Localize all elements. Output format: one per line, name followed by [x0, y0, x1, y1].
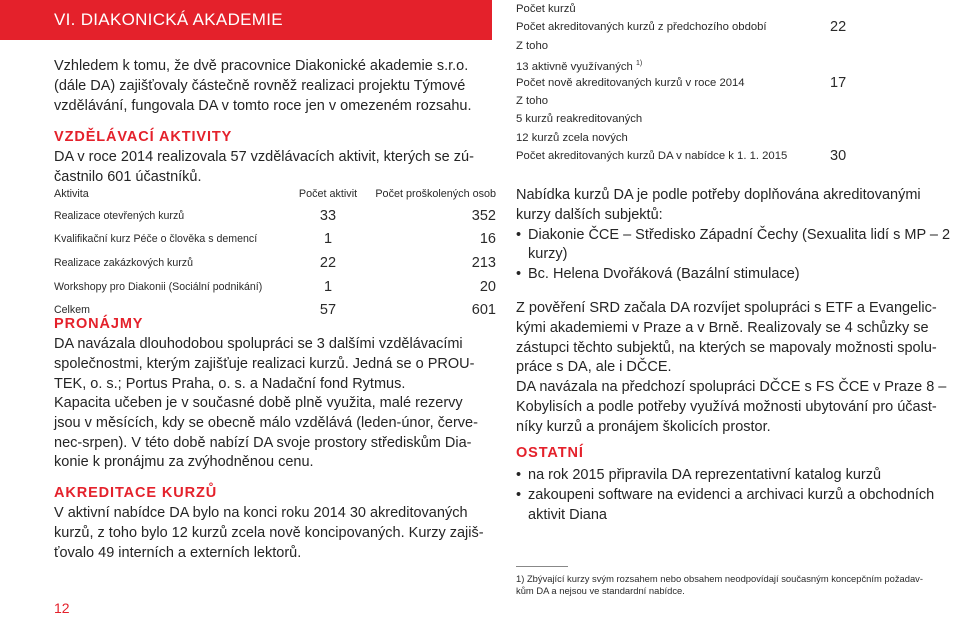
- table-row: [54, 228, 496, 252]
- intro-line: Vzhledem k tomu, že dvě pracovnice Diakonické akademie s.r.o.: [54, 58, 469, 74]
- accreditation-line: kurzů, z toho bylo 12 kurzů zcela nově koncipovaných. Kurzy zajiš-: [54, 524, 484, 541]
- other-section: [516, 466, 956, 525]
- srd-line: zástupci těchto subjektů, na kterých se mapovaly možnosti spolu-: [516, 339, 937, 356]
- srd-line: práce s DA, ale i DČCE.: [516, 359, 672, 376]
- course-box-title: Počet kurzů: [516, 3, 576, 15]
- list-item: • zakoupeni software na evidenci a archivaci kurzů a obchodních aktivit Diana: [516, 486, 956, 526]
- education-line: častnilo 601 účastníků.: [54, 168, 202, 185]
- table-cell: Celkem: [54, 304, 90, 317]
- education-paragraph: [54, 148, 496, 188]
- table-cell: 1: [323, 231, 333, 248]
- footnote-line: 1) Zbývající kurzy svým rozsahem nebo obsahem neodpovídají současným koncepčním požadav-: [516, 573, 923, 584]
- srd-section: [516, 299, 956, 438]
- table-cell: 352: [471, 207, 496, 224]
- offer-section: [516, 186, 956, 285]
- rentals-paragraph-2: [54, 394, 496, 473]
- table-cell: 16: [479, 231, 496, 248]
- accreditation-line: V aktivní nabídce DA bylo na konci roku 2014 30 akreditovaných: [54, 505, 468, 521]
- list-item: • na rok 2015 připravila DA reprezentativní katalog kurzů: [516, 466, 956, 486]
- table-cell: 22: [319, 254, 337, 271]
- course-box-value: 30: [830, 148, 847, 165]
- table-header-cell: Aktivita: [54, 188, 89, 200]
- table-row: [54, 204, 496, 228]
- table-cell: 20: [479, 278, 496, 295]
- srd-line: Kobylisích a podle potřeby využívá možnosti ubytování pro účast-: [516, 398, 937, 415]
- intro-paragraph: [54, 57, 496, 116]
- rentals-line: jsou v měsících, kdy se obecně málo vzdělává (leden-únor, červe-: [54, 414, 478, 431]
- course-box-label: Z toho: [516, 39, 549, 52]
- education-line: DA v roce 2014 realizovala 57 vzdělávacích aktivit, kterých se zú-: [54, 149, 474, 165]
- chapter-title: VI. DIAKONICKÁ AKADEMIE: [54, 10, 283, 29]
- rentals-line: konie k pronájmu za zvýhodněnou cenu.: [54, 454, 314, 471]
- rentals-line: TEK, o. s.; Portus Praha, o. s. a Nadační fond Rytmus.: [54, 375, 406, 392]
- course-box-row: [516, 18, 956, 36]
- section-heading-other: OSTATNÍ: [516, 445, 584, 461]
- list-item: • Bc. Helena Dvořáková (Bazální stimulace): [516, 265, 956, 285]
- intro-line: vzdělávání, fungovala DA v tomto roce jen v omezeném rozsahu.: [54, 97, 472, 114]
- course-box-row: [516, 147, 956, 165]
- offer-intro-line: Nabídka kurzů DA je podle potřeby doplňována akreditovanými: [516, 187, 921, 203]
- section-heading-education: VZDĚLÁVACÍ AKTIVITY: [54, 129, 233, 145]
- table-header-cell: Počet proškolených osob: [375, 188, 496, 200]
- table-cell: Realizace otevřených kurzů: [54, 209, 185, 222]
- srd-line: DA navázala na předchozí spolupráci DČCE s FS ČCE v Praze 8 –: [516, 379, 947, 396]
- table-header-cell: Počet aktivit: [298, 188, 358, 200]
- course-box-value: 17: [830, 74, 847, 91]
- course-box-label: 12 kurzů zcela nových: [516, 131, 628, 144]
- table-cell: 1: [323, 278, 333, 295]
- table-cell: Realizace zakázkových kurzů: [54, 256, 193, 269]
- rentals-line: nec-srpen). V této době nabízí DA svoje prostory střediskům Dia-: [54, 434, 472, 451]
- rentals-line: Kapacita učeben je v současné době plně využita, malé rezervy: [54, 395, 463, 411]
- table-cell: 57: [319, 302, 337, 319]
- course-box-label: 13 aktivně využívaných: [516, 60, 633, 73]
- list-item: • Diakonie ČCE – Středisko Západní Čechy (Sexualita lidí s MP – 2 kurzy): [516, 226, 956, 266]
- section-heading-rentals: PRONÁJMY: [54, 316, 144, 332]
- footnote-marker: 1): [635, 60, 643, 68]
- srd-line: níky kurzů a pronájem školicích prostor.: [516, 418, 771, 435]
- course-box-row: [516, 55, 956, 73]
- rentals-paragraph-1: [54, 335, 496, 394]
- course-box-label: Počet akreditovaných kurzů z předchozího období: [516, 21, 767, 34]
- table-row: [54, 275, 496, 299]
- rentals-line: společnostmi, kterým zajišťuje realizaci kurzů. Jedná se o PROU-: [54, 355, 475, 372]
- offer-list: [516, 226, 956, 285]
- table-row: [54, 251, 496, 275]
- table-cell: Workshopy pro Diakonii (Sociální podnikání): [54, 280, 263, 293]
- table-cell: 601: [471, 302, 496, 319]
- table-cell: 213: [471, 254, 496, 271]
- accreditation-paragraph: [54, 504, 496, 563]
- section-heading-accreditation: AKREDITACE KURZŮ: [54, 485, 218, 501]
- table-header-row: [54, 184, 496, 204]
- course-box-value: 22: [830, 19, 847, 36]
- footnote-divider: [516, 566, 568, 567]
- activities-table: [54, 184, 496, 322]
- rentals-line: DA navázala dlouhodobou spolupráci se 3 dalšími vzdělávacími: [54, 336, 463, 352]
- srd-line: Z pověření SRD začala DA rozvíjet spolupráci s ETF a Evangelic-: [516, 300, 937, 316]
- other-list: [516, 466, 956, 525]
- table-cell: Kvalifikační kurz Péče o člověka s demencí: [54, 233, 258, 246]
- page-number: 12: [54, 600, 70, 616]
- course-box-label: Počet akreditovaných kurzů DA v nabídce k 1. 1. 2015: [516, 150, 788, 163]
- activities-table-wrapper: [54, 184, 496, 322]
- course-count-box: [516, 0, 956, 166]
- course-box-label: 5 kurzů reakreditovaných: [516, 113, 643, 126]
- footnote-line: kům DA a nejsou ve standardní nabídce.: [516, 585, 685, 596]
- accreditation-line: ťovalo 49 interních a externích lektorů.: [54, 544, 302, 561]
- course-box-label: Počet nově akreditovaných kurzů v roce 2014: [516, 76, 745, 89]
- course-box-row: [516, 74, 956, 92]
- srd-line: kými akademiemi v Praze a v Brně. Realizovaly se 4 schůzky se: [516, 319, 929, 336]
- course-box-label: Z toho: [516, 94, 549, 107]
- footnote: [516, 573, 956, 597]
- offer-intro-line: kurzy dalších subjektů:: [516, 206, 663, 223]
- intro-line: (dále DA) zajišťovaly částečně rovněž realizaci projektu Týmové: [54, 77, 466, 94]
- table-cell: 33: [319, 207, 337, 224]
